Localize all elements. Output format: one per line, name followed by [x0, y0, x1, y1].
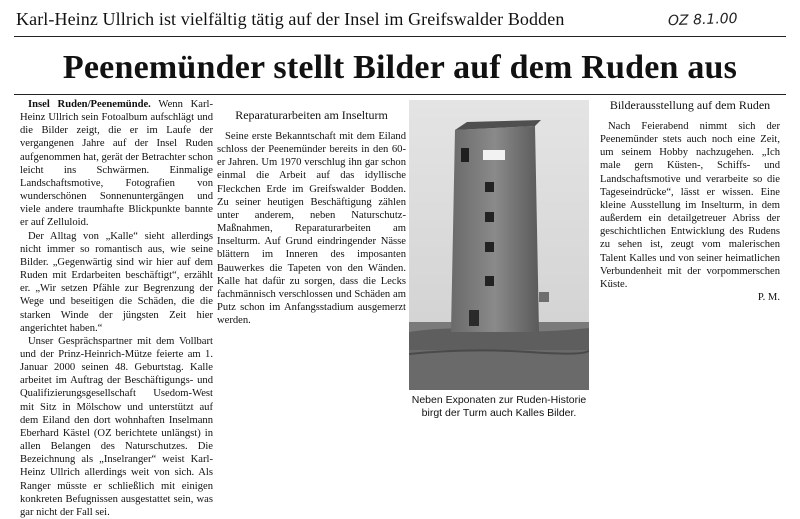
paragraph-3: Unser Gesprächspartner mit dem Vollbart und der Prinz-Heinrich-Mütze feierte am 1. Januar 2000 seinen 48. Geburtstag. Kalle arbeitet im Auftrag der Beschäftigungs- und Qualifizierungsgesellschaft Usedom-West mit Sitz in Mölschow und unterstützt auf dem Eiland den dort wohnhaften Inselmann Eberhard Kästel (OZ berichtete unlängst) in allen Belangen des Naturschutzes. Die Bezeichnung als „Inselranger“ weist Karl-Heinz Ullrich allerdings weit von sich. Als Ranger müsste er schließlich mit einigen konkreten Befugnissen ausgestattet sein, was gar nicht der Fall sei. — [20, 335, 213, 518]
column-2 — [217, 98, 406, 327]
tower-photo — [409, 100, 589, 390]
column-4 — [600, 98, 780, 304]
photo-caption: Neben Exponaten zur Ruden-Historie birgt der Turm auch Kalles Bilder. — [411, 394, 587, 419]
paragraph-1-text: Wenn Karl-Heinz Ullrich sein Fotoalbum aufschlägt und die Bilder zeigt, die er im Laufe der vergangenen Jahre auf der Insel Ruden aufgenommen hat, gerät der Betrachter schon leicht ins Schwärmen. Einmalige Landschaftsmotive, Fotografien von wunderschönen Sonnenuntergängen und viele andere traumhafte Blickpunkte bannte er auf Zelluloid. — [20, 99, 213, 229]
subhead-exhibition: Bilderausstellung auf dem Ruden — [609, 98, 771, 112]
kicker: Karl-Heinz Ullrich ist vielfältig tätig auf der Insel im Greifswalder Bodden — [16, 9, 565, 29]
headline-rule — [14, 94, 786, 95]
author-signature: P. M. — [757, 292, 780, 304]
column-1 — [20, 98, 213, 519]
paragraph-4: Seine erste Bekanntschaft mit dem Eiland schloss der Peenemünder bereits in den 60-er Jahren. Um 1970 verschlug ihn gar schon einmal die Arbeit auf das idyllische Fleckchen Erde im Greifswalder Bodden. Zu seiner heutigen Beschäftigung zählen unter anderem, neben Naturschutz-Maßnahmen, Reparaturarbeiten am Inselturm. Auf Grund eindringender Nässe blättern im Inneren des imposanten Bauwerkes die Tapeten von den Wänden. Kalle hat dafür zu sorgen, dass die Lecks fachmännisch verschlossen und Schäden am Putz schon im Anfangsstadium ausgemerzt werden. — [217, 131, 406, 327]
headline: Peenemünder stellt Bilder auf dem Ruden aus — [62, 49, 738, 86]
paragraph-2: Der Alltag von „Kalle“ sieht allerdings nicht immer so romantisch aus, wie seine Bilder. „Gegenwärtig sind wir hier auf dem Ruden mit Erdarbeiten beschäftigt“, erzählt er. „Wir setzen Pfähle zur Begrenzung der Wege und beseitigen die Schäden, die die starken Winde der jüngsten Zeit hier angerichtet haben.“ — [20, 230, 213, 334]
paragraph-1 — [20, 98, 213, 230]
subhead-repair: Reparaturarbeiten am Inselturm — [235, 108, 388, 122]
tower-photo-drawing — [409, 100, 589, 390]
handwritten-date-note: OZ 8.1.00 — [667, 10, 738, 30]
top-rule — [14, 36, 786, 37]
paragraph-5: Nach Feierabend nimmt sich der Peenemünder stets auch noch eine Zeit, um seinem Hobby nachzugehen. „Ich male gern Küsten-, Schiffs- und Landschaftsmotive und verarbeite so die Tageseindrücke“, lässt er wissen. Eine kleine Ausstellung im Inselturm, in dem außerdem ein detailgetreuer Abriss der geschichtlichen Entwicklung des Rudens zu sehen ist, zeugt vom malerischen Talent Kalles und von seiner heimatlichen Verbundenheit mit der vorpommerschen Küste. — [600, 121, 780, 290]
dateline: Insel Ruden/Peenemünde. — [28, 99, 151, 110]
